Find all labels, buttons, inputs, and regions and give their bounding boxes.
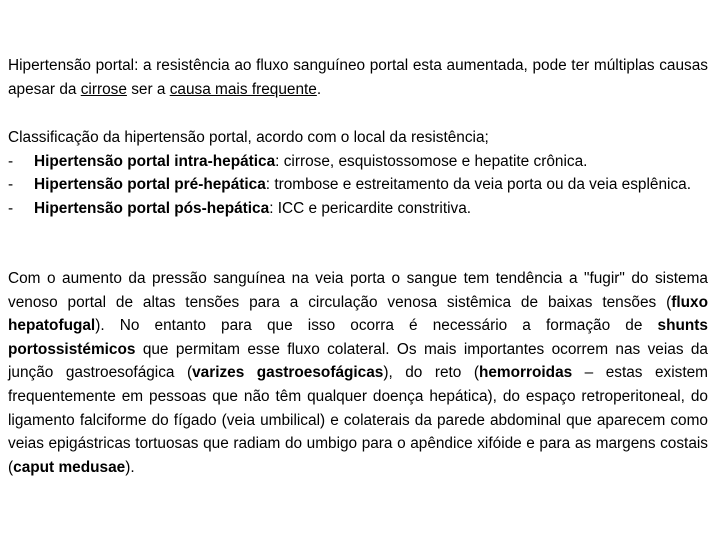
shunts-term: shunts portossistémicos (8, 317, 708, 358)
caput-medusae-term: caput medusae (13, 458, 126, 476)
list-item-term: Hipertensão portal pré-hepática (34, 176, 266, 194)
list-item (8, 197, 708, 221)
hemorroidas-term: hemorroidas (478, 364, 573, 382)
classification-heading: Classificação da hipertensão portal, acordo com o local da resistência; (8, 129, 489, 146)
list-dash: - (8, 199, 14, 217)
collateral-text-4: ), do reto ( (383, 364, 479, 382)
list-item-term: Hipertensão portal pós-hepática (34, 199, 270, 217)
list-item-term: Hipertensão portal intra-hepática (34, 152, 276, 170)
list-item-desc: : trombose e estreitamento da veia porta ou da veia esplênica. (265, 176, 691, 194)
list-item-body (34, 197, 708, 221)
collateral-text-6: ). (125, 458, 135, 476)
list-item (8, 173, 708, 197)
collateral-text-3: que permitam esse fluxo colateral. Os mais importantes ocorrem nas veias da junção gastroesofágica ( (8, 340, 708, 382)
list-item-body (34, 173, 708, 197)
intro-text-2: ser a (126, 80, 170, 98)
fluxo-hepatofugal-term: fluxo hepatofugal (8, 293, 708, 335)
list-item-desc: : cirrose, esquistossomose e hepatite crônica. (275, 152, 588, 170)
collateral-text-1: Com o aumento da pressão sanguínea na veia porta o sangue tem tendência a "fugir" do sistema venoso portal de altas tensões para a circulação venosa sistêmica de baixas tensões ( (8, 270, 708, 311)
intro-text-1: Hipertensão portal: a resistência ao fluxo sanguíneo portal esta aumentada, pode ter múltiplas causas apesar da (8, 57, 708, 98)
collateral-text-5: – estas existem frequentemente em pessoas que não têm qualquer doença hepática), do espaço retroperitoneal, do ligamento falciforme do fígado (veia umbilical) e colaterais da parede abdominal que aparecem como veias epigástricas tortuosas que radiam do umbigo para o apêndice xifóide e para as margens costais ( (8, 364, 708, 476)
list-item-desc: : ICC e pericardite constritiva. (269, 199, 472, 217)
collateral-text-2: ). No entanto para que isso ocorra é necessário a formação de (95, 317, 658, 335)
intro-text-3: . (316, 80, 322, 98)
causa-mais-frequente-underlined: causa mais frequente (169, 80, 317, 98)
classification-section (8, 126, 708, 220)
list-dash: - (8, 152, 14, 170)
collateral-paragraph (8, 267, 708, 479)
list-item (8, 150, 708, 174)
cirrose-underlined: cirrose (80, 80, 127, 98)
intro-paragraph (8, 54, 708, 101)
list-item-body (34, 150, 708, 174)
list-dash: - (8, 176, 14, 194)
varizes-term: varizes gastroesofágicas (192, 364, 384, 382)
